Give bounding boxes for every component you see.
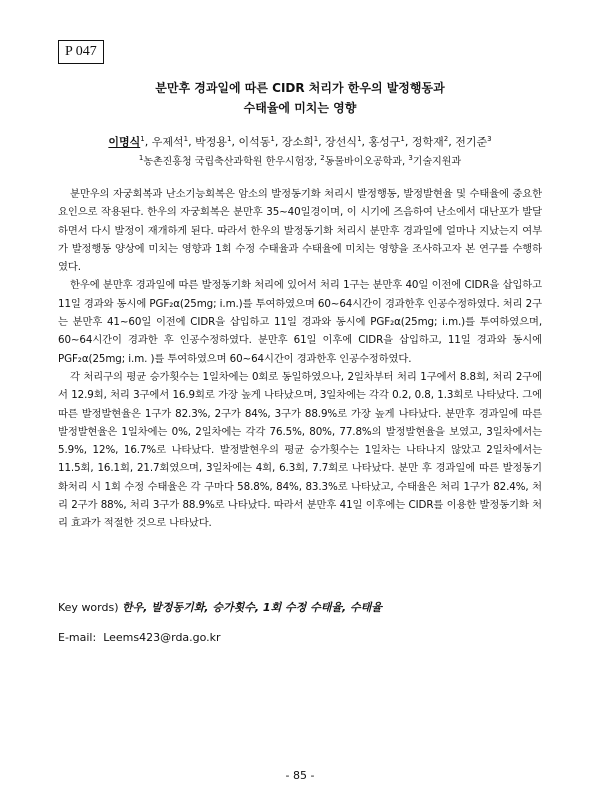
email-label: E-mail: — [58, 631, 97, 644]
author-name: 이석동 — [238, 135, 271, 149]
affil-sup: 3 — [408, 154, 413, 162]
email-address: Leems423@rda.go.kr — [103, 631, 221, 644]
author-name: 장선식 — [325, 135, 358, 149]
author-name: 정학재 — [411, 135, 444, 149]
author-name: 우제석 — [151, 135, 184, 149]
author-sup: 1 — [400, 135, 405, 143]
page-number: - 85 - — [285, 769, 315, 782]
affil-sup: 2 — [320, 154, 325, 162]
abstract-code: P 047 — [58, 40, 104, 64]
paragraph-results: 각 처리구의 평균 승가횟수는 1일차에는 0회로 동일하였으나, 2일차부터 처리 1구에서 8.8회, 처리 2구에서 12.9회, 처리 3구에서 16.9회로 가장 높게 나타났으며, 3일차에는 각각 0.2, 0.8, 1.3회로 나타났다. 그에 따른 발정발현율은 1구가 82.3%, 2구가 84%, 3구가 88.9%로 가장 높게 나타났다. 분만후 경과일에 따른 발정발현율은 1일차에는 0%, 2일차에는 각각 76.5%, 80%, 77.8%의 발정발현율을 보였고, 3일차에서는 5.9%, 12%, 16.7%로 나타났다. 발정발현우의 평균 승가횟수는 1일차는 나타나지 않았고 2일차에서는 11.5회, 16.1회, 21.7회였으며, 3일차에는 4회, 6.3회, 7.7회로 나타났다. 분만 후 경과일에 따른 발정동기화처리 시 1회 수정 수태율은 각 구마다 58.8%, 84%, 83.3%로 나타났고, 수태율은 처리 1구가 82.4%, 처리 2구가 88%, 처리 3구가 88.9%로 나타났다. 따라서 분만후 41일 이후에는 CIDR를 이용한 발정동기화 처리 효과가 적절한 것으로 나타났다. — [58, 370, 542, 530]
author-name: 이명식 — [108, 135, 141, 149]
affiliation: 농촌진흥청 국립축산과학원 한우시험장 — [143, 156, 314, 168]
affiliation-list: $^1$농촌진흥청 국립축산과학원 한우시험장, $^2$동물바이오공학과, $^3$기술지원과 — [138, 154, 462, 168]
affiliation: 동물바이오공학과 — [324, 156, 402, 168]
affil-sup: 1 — [138, 154, 144, 162]
paragraph-intro: 분만우의 자궁회복과 난소기능회복은 암소의 발정동기화 처리시 발정행동, 발정발현율 및 수태율에 중요한 요인으로 작용된다. 한우의 자궁회복은 분만후 35~40일경이며, 이 시기에 즈음하여 난소에서 대난포가 발달하면서 다시 발정이 재개하게 된다. 따라서 한우의 발정동기화 처리시 분만후 경과일에 얼마나 지났는지 여부가 발정행동 양상에 미치는 영향과 1회 수정 수태율과 수태율에 미치는 영향을 조사하고자 본 연구를 수행하였다. — [58, 188, 542, 274]
abstract-body — [58, 185, 542, 533]
affiliation: 기술지원과 — [412, 156, 462, 168]
author-sup: 1 — [183, 135, 189, 143]
paragraph-method: 한우에 분만후 경과일에 따른 발정동기화 처리에 있어서 처리 1구는 분만후 40일 이전에 CIDR을 삽입하고 11일 경과와 동시에 PGF₂α(25mg; i.m.)를 투여하였으며 60~64시간이 경과한후 인공수정하였다. 처리 2구는 분만후 41~60일 이전에 CIDR을 삽입하고 11일 경과와 동시에 PGF₂α(25mg; i.m.)를 투여하였으며, 60~64시간이 경과한 후 인공수정하였다. 분만후 61일 이후에 CIDR을 삽입하고, 11일 경과와 동시에 PGF₂α(25mg; i.m. )를 투여하였으며 60~64시간이 경과한후 인공수정하였다. — [58, 279, 542, 365]
title-line-1: 분만후 경과일에 따른 CIDR 처리가 한우의 발정행동과 — [155, 81, 445, 95]
author-sup: 1 — [270, 135, 275, 143]
author-name: 홍성구 — [368, 135, 401, 149]
paper-title — [60, 78, 540, 118]
author-sup: 1 — [140, 135, 145, 143]
author-sup: 3 — [487, 135, 492, 143]
keywords — [58, 600, 382, 616]
title-line-2: 수태율에 미치는 영향 — [243, 101, 357, 115]
email-line — [58, 630, 221, 646]
author-sup: 1 — [313, 135, 319, 143]
author-sup: 1 — [226, 135, 232, 143]
author-sup: 1 — [357, 135, 362, 143]
keywords-list: 한우, 발정동기화, 승가횟수, 1회 수정 수태율, 수태율 — [122, 601, 382, 614]
author-list: 이명식$^1$, 우제석$^1$, 박정용$^1$, 이석동$^1$, 장소희$^1$, 장선식$^1$, 홍성구$^1$, 정학재$^2$, 전기준$^3$ — [108, 135, 492, 149]
author-name: 박정용 — [195, 135, 227, 149]
author-name: 전기준 — [455, 135, 488, 149]
author-sup: 2 — [443, 135, 449, 143]
author-name: 장소희 — [281, 135, 314, 149]
keywords-label: Key words) — [58, 601, 119, 614]
